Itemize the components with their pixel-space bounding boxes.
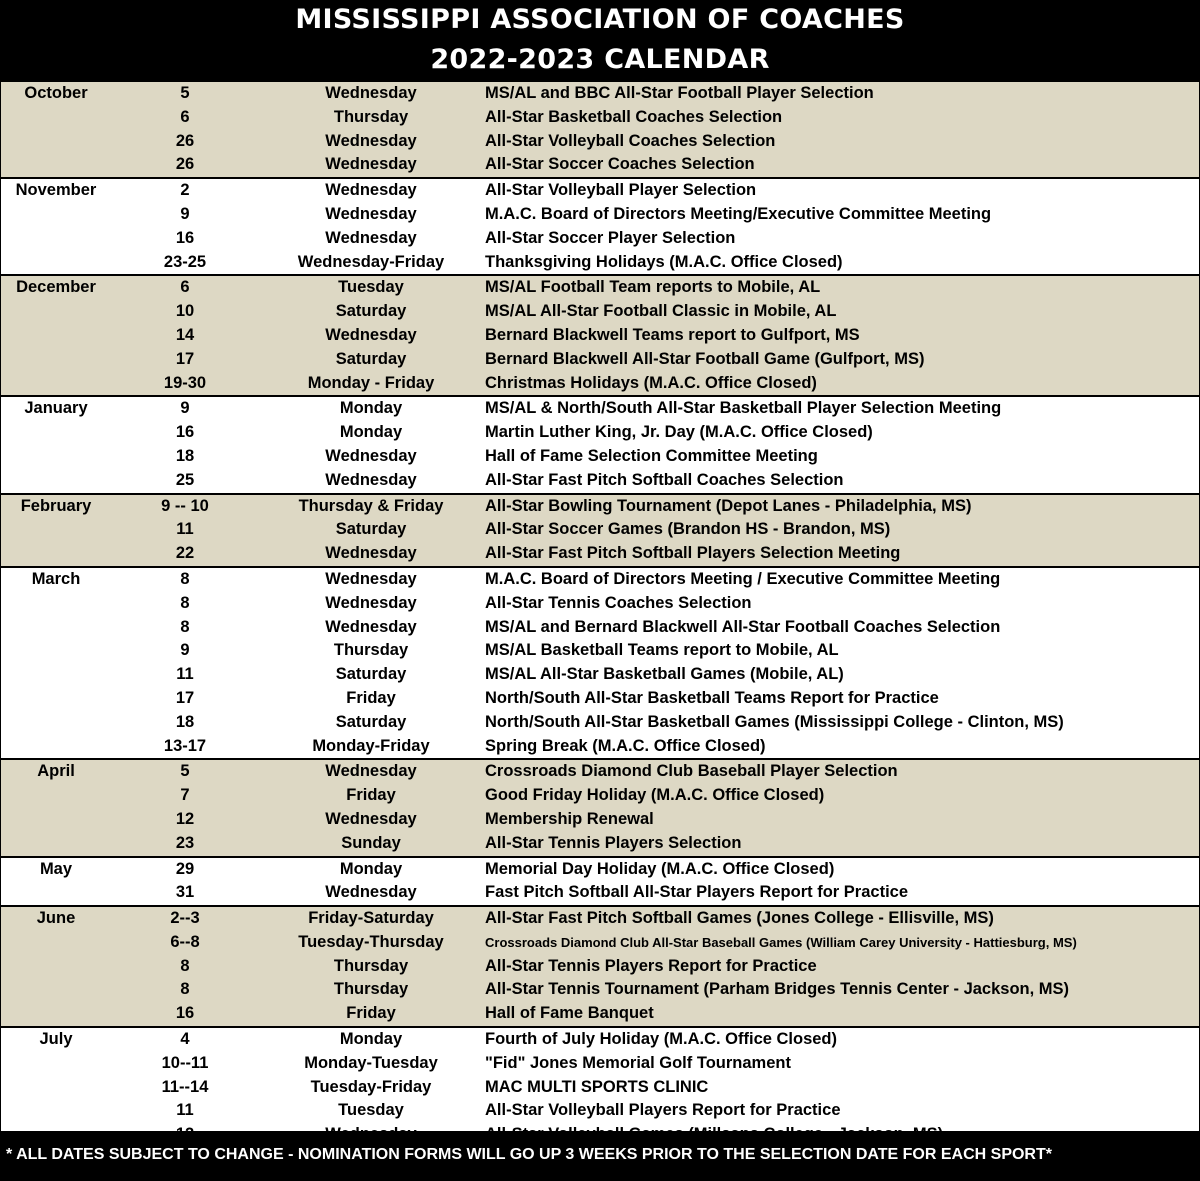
event-description: MS/AL and Bernard Blackwell All-Star Football Coaches Selection [485, 617, 1001, 636]
table-row [1, 300, 1199, 324]
event-description: All-Star Volleyball Players Report for Practice [485, 1101, 841, 1120]
event-weekday: Wednesday [325, 228, 417, 247]
table-row [1, 82, 1199, 106]
event-description: All-Star Fast Pitch Softball Games (Jones College - Ellisville, MS) [485, 909, 994, 928]
event-weekday: Wednesday [325, 762, 417, 781]
month-name: October [24, 84, 88, 102]
event-description: North/South All-Star Basketball Teams Report for Practice [485, 688, 939, 707]
table-row [1, 711, 1199, 735]
event-description: All-Star Soccer Player Selection [485, 228, 736, 247]
event-weekday: Wednesday [325, 446, 417, 465]
event-date: 29 [175, 859, 195, 878]
table-row [1, 1052, 1199, 1076]
event-description: All-Star Volleyball Player Selection [485, 181, 757, 200]
event-date: 16 [175, 1004, 195, 1023]
event-description: M.A.C. Board of Directors Meeting / Executive Committee Meeting [485, 569, 1001, 588]
event-date: 6--8 [170, 932, 200, 951]
event-weekday: Friday-Saturday [308, 909, 434, 928]
event-weekday: Thursday [333, 641, 409, 660]
month-block-january [1, 395, 1199, 492]
table-row [1, 568, 1199, 592]
event-date: 23 [175, 833, 195, 852]
event-description: All-Star Fast Pitch Softball Players Selection Meeting [485, 544, 901, 563]
table-row [1, 397, 1199, 421]
table-row [1, 542, 1199, 566]
event-description: Crossroads Diamond Club Baseball Player Selection [485, 762, 898, 781]
event-description: All-Star Tennis Players Selection [485, 833, 742, 852]
month-name: May [39, 859, 73, 878]
event-description: MS/AL & North/South All-Star Basketball Player Selection Meeting [485, 399, 1002, 418]
month-block-march [1, 566, 1199, 758]
event-date: 17 [175, 688, 195, 707]
event-date: 18 [175, 712, 195, 731]
event-date: 11 [176, 520, 194, 539]
month-name: April [37, 762, 75, 781]
table-row [1, 858, 1199, 882]
event-date: 8 [180, 980, 190, 999]
event-description: All-Star Soccer Games (Brandon HS - Brandon, MS) [485, 520, 891, 539]
event-date: 26 [175, 155, 195, 174]
table-row [1, 130, 1199, 154]
event-description: Good Friday Holiday (M.A.C. Office Closed) [485, 786, 825, 805]
event-weekday: Friday [346, 786, 396, 805]
table-row [1, 495, 1199, 519]
table-row [1, 227, 1199, 251]
event-description: Fourth of July Holiday (M.A.C. Office Closed) [485, 1030, 838, 1049]
event-weekday: Saturday [335, 520, 407, 539]
event-description: All-Star Tennis Players Report for Practice [485, 956, 817, 975]
month-name: June [36, 909, 76, 928]
event-weekday: Wednesday [325, 544, 417, 563]
table-row [1, 179, 1199, 203]
event-description: All-Star Soccer Coaches Selection [485, 155, 755, 174]
month-name: December [16, 278, 96, 297]
event-weekday: Wednesday [325, 131, 417, 150]
month-name: January [24, 399, 88, 418]
page-title: MISSISSIPPI ASSOCIATION OF COACHES [295, 4, 905, 35]
event-description: MS/AL and BBC All-Star Football Player Selection [485, 84, 874, 102]
event-weekday: Monday [339, 1030, 403, 1049]
event-weekday: Wednesday [325, 809, 417, 828]
event-weekday: Sunday [341, 833, 401, 852]
event-description: Martin Luther King, Jr. Day (M.A.C. Office Closed) [485, 423, 873, 442]
event-date: 13-17 [163, 736, 207, 755]
event-description: MS/AL All-Star Football Classic in Mobile, AL [485, 302, 837, 321]
event-weekday: Friday [346, 688, 396, 707]
month-name: November [15, 181, 97, 200]
month-block-april [1, 758, 1199, 855]
event-date: 9 [180, 399, 190, 418]
month-name: March [31, 569, 81, 588]
event-weekday: Saturday [335, 712, 407, 731]
event-date: 8 [180, 593, 190, 612]
event-date: 26 [175, 131, 195, 150]
event-date: 10--11 [161, 1053, 209, 1072]
month-block-december [1, 274, 1199, 395]
table-row [1, 978, 1199, 1002]
table-row [1, 1099, 1199, 1123]
event-date: 4 [180, 1030, 190, 1049]
event-description: MAC MULTI SPORTS CLINIC [485, 1077, 709, 1096]
table-row [1, 251, 1199, 275]
event-description: All-Star Basketball Coaches Selection [485, 107, 783, 126]
event-weekday: Thursday [333, 107, 409, 126]
event-date: 8 [180, 569, 190, 588]
event-weekday: Tuesday-Friday [310, 1077, 432, 1096]
table-row [1, 1002, 1199, 1026]
event-description: Memorial Day Holiday (M.A.C. Office Closed) [485, 859, 835, 878]
event-weekday: Wednesday [325, 883, 417, 902]
event-description: Crossroads Diamond Club All-Star Baseball Games (William Carey University - Hattiesburg, MS) [485, 934, 1077, 950]
event-date: 2--3 [170, 909, 200, 928]
page-subtitle: 2022-2023 CALENDAR [430, 44, 770, 75]
event-weekday: Wednesday [325, 470, 417, 489]
event-description: All-Star Fast Pitch Softball Coaches Selection [485, 470, 844, 489]
event-description: Hall of Fame Banquet [485, 1004, 654, 1023]
table-row [1, 1028, 1199, 1052]
event-date: 7 [180, 786, 190, 805]
event-description: All-Star Bowling Tournament (Depot Lanes - Philadelphia, MS) [485, 496, 972, 515]
event-weekday: Wednesday [325, 569, 417, 588]
event-date: 6 [180, 107, 190, 126]
table-row [1, 808, 1199, 832]
event-weekday: Saturday [335, 302, 407, 321]
event-weekday: Monday-Tuesday [304, 1053, 438, 1072]
event-weekday: Monday [339, 423, 403, 442]
table-row [1, 348, 1199, 372]
table-row [1, 639, 1199, 663]
event-description: "Fid" Jones Memorial Golf Tournament [485, 1053, 791, 1072]
event-date: 11 [176, 665, 194, 684]
event-weekday: Wednesday [325, 617, 417, 636]
table-row [1, 203, 1199, 227]
month-block-june [1, 905, 1199, 1026]
event-description: Thanksgiving Holidays (M.A.C. Office Closed) [485, 252, 843, 271]
month-block-november [1, 177, 1199, 274]
event-weekday: Tuesday-Thursday [298, 932, 444, 951]
table-row [1, 832, 1199, 856]
event-description: Fast Pitch Softball All-Star Players Report for Practice [485, 883, 909, 902]
event-date: 5 [180, 84, 190, 102]
month-block-october [1, 80, 1199, 177]
event-date: 16 [175, 423, 195, 442]
table-row [1, 445, 1199, 469]
event-description: MS/AL All-Star Basketball Games (Mobile, AL) [485, 665, 844, 684]
table-row [1, 907, 1199, 931]
event-description: Hall of Fame Selection Committee Meeting [485, 446, 818, 465]
table-row [1, 518, 1199, 542]
month-name: February [20, 496, 92, 515]
event-date: 9 [180, 204, 190, 223]
event-date: 9 [180, 641, 190, 660]
table-row [1, 324, 1199, 348]
event-weekday: Saturday [335, 665, 407, 684]
event-weekday: Wednesday [325, 325, 417, 344]
event-date: 17 [175, 349, 195, 368]
event-weekday: Thursday [333, 956, 409, 975]
table-row [1, 106, 1199, 130]
event-date: 22 [175, 544, 195, 563]
event-date: 10 [175, 302, 195, 321]
event-date: 9 -- 10 [161, 496, 209, 515]
table-row [1, 931, 1199, 955]
table-row [1, 276, 1199, 300]
table-row [1, 372, 1199, 396]
event-description: Spring Break (M.A.C. Office Closed) [485, 736, 766, 755]
event-weekday: Wednesday [325, 204, 417, 223]
event-date: 19-30 [163, 373, 207, 392]
event-weekday: Tuesday [338, 1101, 404, 1120]
event-date: 11--14 [161, 1077, 209, 1096]
event-weekday: Wednesday [325, 155, 417, 174]
event-date: 31 [175, 883, 195, 902]
event-date: 23-25 [163, 252, 207, 271]
event-date: 2 [180, 181, 190, 200]
table-row [1, 421, 1199, 445]
event-weekday: Monday [339, 399, 403, 418]
event-weekday: Wednesday [325, 181, 417, 200]
event-date: 11 [176, 1101, 194, 1120]
event-weekday: Friday [346, 1004, 396, 1023]
event-description: M.A.C. Board of Directors Meeting/Executive Committee Meeting [485, 204, 992, 223]
month-name: July [39, 1030, 73, 1049]
event-date: 25 [175, 470, 195, 489]
table-row [1, 735, 1199, 759]
event-weekday: Thursday [333, 980, 409, 999]
table-row [1, 687, 1199, 711]
event-weekday: Saturday [335, 349, 407, 368]
event-description: All-Star Tennis Coaches Selection [485, 593, 752, 612]
event-date: 14 [175, 325, 195, 344]
table-row [1, 663, 1199, 687]
event-weekday: Monday [339, 859, 403, 878]
table-row [1, 881, 1199, 905]
table-row [1, 592, 1199, 616]
event-description: All-Star Tennis Tournament (Parham Bridges Tennis Center - Jackson, MS) [485, 980, 1070, 999]
event-weekday: Wednesday [325, 84, 417, 102]
calendar-table [1, 80, 1199, 1147]
event-description: All-Star Volleyball Coaches Selection [485, 131, 776, 150]
calendar-header [0, 0, 1200, 80]
event-weekday: Thursday & Friday [298, 496, 444, 515]
event-date: 8 [180, 617, 190, 636]
event-weekday: Monday - Friday [307, 373, 435, 392]
event-weekday: Wednesday [325, 593, 417, 612]
event-date: 12 [175, 809, 195, 828]
event-description: Bernard Blackwell All-Star Football Game (Gulfport, MS) [485, 349, 925, 368]
event-weekday: Tuesday [338, 278, 404, 297]
table-row [1, 616, 1199, 640]
event-description: Bernard Blackwell Teams report to Gulfport, MS [485, 325, 860, 344]
event-date: 16 [175, 228, 195, 247]
event-date: 6 [180, 278, 190, 297]
month-block-february [1, 493, 1199, 566]
event-description: MS/AL Basketball Teams report to Mobile, AL [485, 641, 839, 660]
event-description: Membership Renewal [485, 809, 654, 828]
month-block-july [1, 1026, 1199, 1147]
event-weekday: Wednesday-Friday [297, 252, 445, 271]
event-description: Christmas Holidays (M.A.C. Office Closed) [485, 373, 817, 392]
event-description: MS/AL Football Team reports to Mobile, AL [485, 278, 821, 297]
table-row [1, 1076, 1199, 1100]
table-row [1, 955, 1199, 979]
table-row [1, 784, 1199, 808]
footer-note: * ALL DATES SUBJECT TO CHANGE - NOMINATION FORMS WILL GO UP 3 WEEKS PRIOR TO THE SELECTION DATE FOR EACH SPORT* [0, 1131, 1200, 1181]
table-row [1, 469, 1199, 493]
table-row [1, 760, 1199, 784]
event-weekday: Monday-Friday [312, 736, 430, 755]
table-row [1, 153, 1199, 177]
event-description: North/South All-Star Basketball Games (Mississippi College - Clinton, MS) [485, 712, 1064, 731]
event-date: 5 [180, 762, 190, 781]
month-block-may [1, 856, 1199, 906]
event-date: 8 [180, 956, 190, 975]
event-date: 18 [175, 446, 195, 465]
